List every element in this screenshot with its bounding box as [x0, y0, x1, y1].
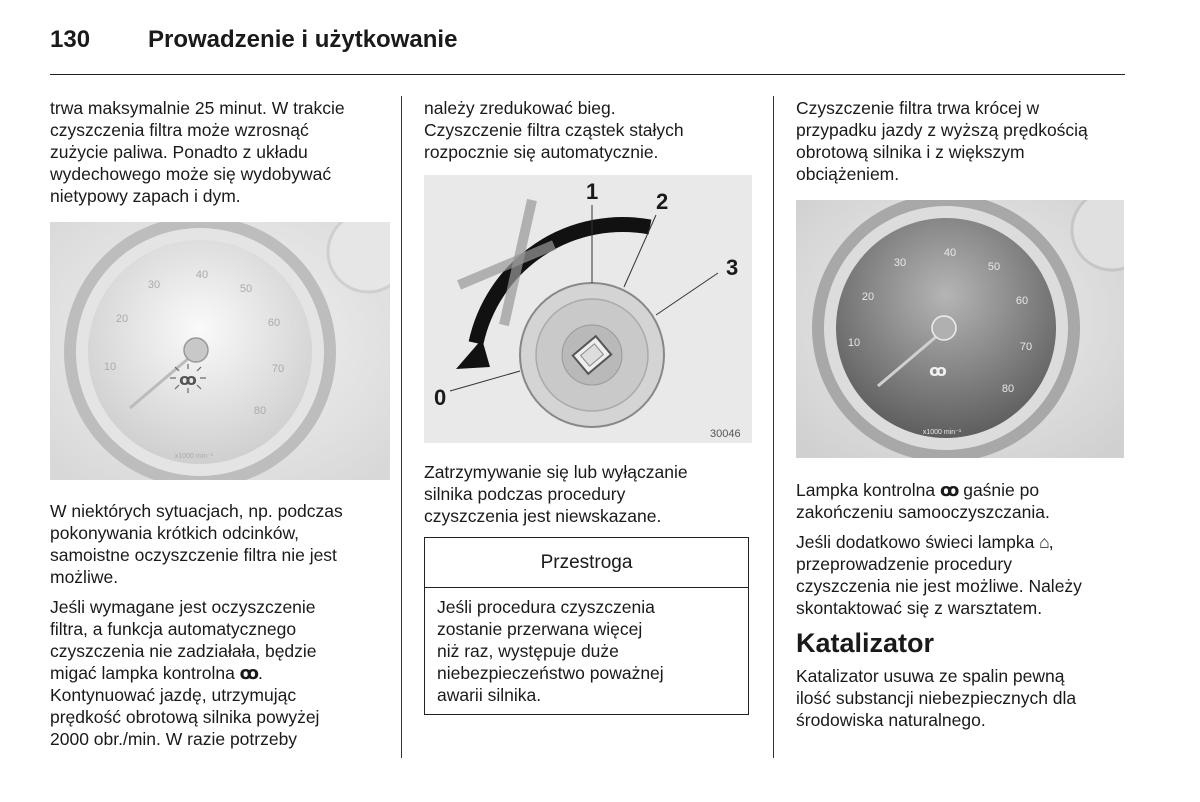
paragraph: Lampka kontrolna ꝏ gaśnie po zakończeniu samooczyszczania. [796, 480, 1050, 522]
column-divider-2 [773, 96, 774, 758]
unit-label: x1000 min⁻¹ [174, 453, 214, 460]
section-heading-katalizator: Katalizator [796, 628, 935, 658]
tick-label: 70 [271, 363, 285, 375]
figure-reference: 30046 [710, 428, 741, 440]
tick-label: 40 [943, 247, 957, 259]
column-1-top [50, 97, 390, 215]
column-2-top [424, 97, 759, 171]
dpf-icon: ꝏ [929, 363, 947, 380]
position-label-1: 1 [586, 179, 599, 204]
column-1-bottom [50, 500, 390, 758]
tick-label: 10 [103, 361, 117, 373]
paragraph: Zatrzymywanie się lub wyłączanie silnika podczas procedury czyszczenia jest niewskazane. [424, 462, 688, 526]
tick-label: 20 [861, 291, 875, 303]
tick-label: 60 [267, 317, 281, 329]
engine-check-icon: ⌂ [1039, 532, 1049, 552]
position-label-3: 3 [726, 255, 739, 280]
tick-label: 70 [1019, 341, 1033, 353]
tick-label: 10 [847, 337, 861, 349]
column-divider-1 [401, 96, 402, 758]
warning-body: Jeśli procedura czyszczenia zostanie przerwana więcej niż raz, występuje duże niebezpieczeństwo poważnej awarii silnika. [437, 597, 664, 705]
position-label-0: 0 [434, 385, 447, 410]
tick-label: 80 [1001, 383, 1015, 395]
tachometer-figure-blinking [50, 222, 390, 480]
column-3-top [796, 97, 1131, 193]
paragraph: trwa maksymalnie 25 minut. W trakcie czyszczenia filtra może wzrosnąć zużycie paliwa. Ponadto z układu wydechowego może się wydobywać nietypowy zapach i dym. [50, 98, 345, 206]
dpf-icon: ꝏ [939, 480, 959, 500]
tick-label: 50 [987, 261, 1001, 273]
tick-label: 30 [147, 279, 161, 291]
paragraph: należy zredukować bieg. Czyszczenie filtra cząstek stałych rozpocznie się automatycznie. [424, 98, 684, 162]
tachometer-figure-steady [796, 200, 1124, 458]
header-rule [50, 74, 1125, 75]
page-title: Prowadzenie i użytkowanie [148, 26, 458, 53]
unit-label: x1000 min⁻¹ [922, 429, 962, 436]
dpf-icon: ꝏ [179, 372, 197, 389]
tick-label: 60 [1015, 295, 1029, 307]
ignition-switch-figure [424, 175, 752, 443]
paragraph: Czyszczenie filtra trwa krócej w przypadku jazdy z wyższą prędkością obrotową silnika i z większym obciążeniem. [796, 98, 1088, 184]
column-3-bottom [796, 479, 1131, 739]
tick-label: 80 [253, 405, 267, 417]
position-label-2: 2 [656, 189, 669, 214]
paragraph: Katalizator usuwa ze spalin pewną ilość substancji niebezpiecznych dla środowiska naturalnego. [796, 666, 1077, 730]
warning-box [424, 537, 749, 715]
page-number: 130 [50, 26, 91, 53]
tick-label: 50 [239, 283, 253, 295]
paragraph: W niektórych sytuacjach, np. podczas pokonywania krótkich odcinków, samoistne oczyszczenie filtra nie jest możliwe. [50, 501, 343, 587]
paragraph: Jeśli dodatkowo świeci lampka ⌂, przeprowadzenie procedury czyszczenia nie jest możliwe. Należy skontaktować się z warsztatem. [796, 532, 1082, 618]
column-2-middle [424, 461, 759, 535]
tick-label: 40 [195, 269, 209, 281]
paragraph: Jeśli wymagane jest oczyszczenie filtra, a funkcja automatycznego czyszczenia nie zadziałała, będzie migać lampka kontrolna ꝏ. Kontynuować jazdę, utrzymując prędkość obrotową silnika powyżej 2000 obr./min. W razie potrzeby [50, 597, 320, 749]
tick-label: 20 [115, 313, 129, 325]
tick-label: 30 [893, 257, 907, 269]
warning-title: Przestroga [425, 538, 748, 588]
dpf-icon: ꝏ [239, 663, 259, 683]
